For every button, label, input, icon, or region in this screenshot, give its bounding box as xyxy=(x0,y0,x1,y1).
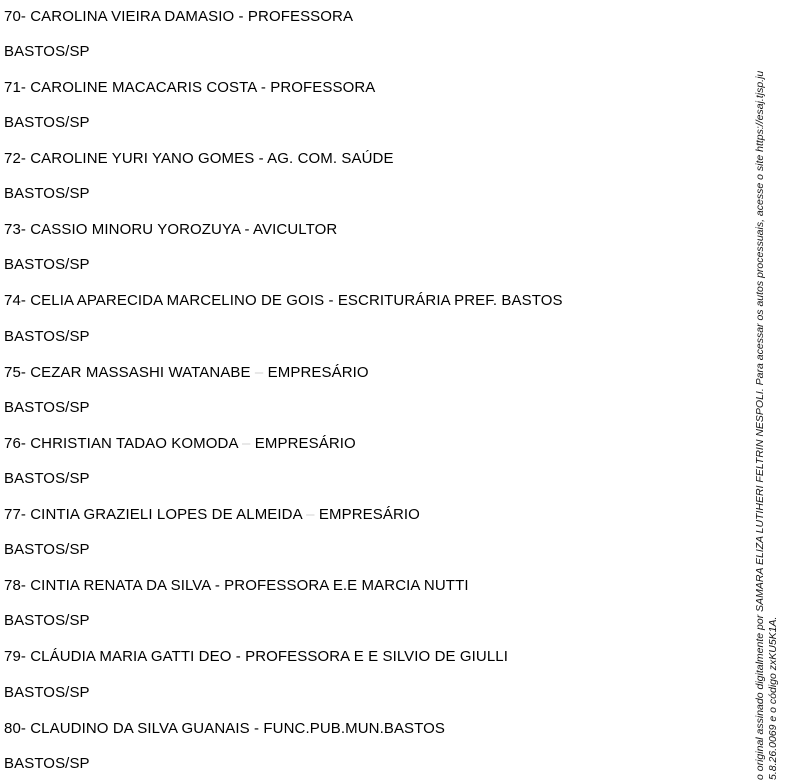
entry-75-role: EMPRESÁRIO xyxy=(267,364,369,381)
entry-75-separator: – xyxy=(254,364,264,381)
entry-70-city: BASTOS/SP xyxy=(4,43,90,60)
signature-line-2: 5.8.26.0069 e o código zxKU5K1A. xyxy=(767,616,779,780)
entry-71-title: 71- CAROLINE MACACARIS COSTA - PROFESSORA xyxy=(4,79,376,96)
entry-77-separator: – xyxy=(306,506,315,523)
entry-80-title: 80- CLAUDINO DA SILVA GUANAIS - FUNC.PUB.MUN.BASTOS xyxy=(4,720,446,737)
entry-72-city: BASTOS/SP xyxy=(4,185,90,202)
entry-75-name: 75- CEZAR MASSASHI WATANABE xyxy=(4,364,251,381)
digital-signature-text xyxy=(754,71,780,780)
entry-76-role: EMPRESÁRIO xyxy=(254,435,356,452)
entry-73-city: BASTOS/SP xyxy=(4,256,90,273)
entry-78-city: BASTOS/SP xyxy=(4,612,90,629)
entry-77-name: 77- CINTIA GRAZIELI LOPES DE ALMEIDA xyxy=(4,506,302,523)
entry-71-city: BASTOS/SP xyxy=(4,114,90,131)
entry-70-title: 70- CAROLINA VIEIRA DAMASIO - PROFESSORA xyxy=(4,8,354,25)
entry-76-city: BASTOS/SP xyxy=(4,470,90,487)
entry-76-separator: – xyxy=(242,435,251,452)
entry-77-role: EMPRESÁRIO xyxy=(318,506,420,523)
entry-74-title: 74- CELIA APARECIDA MARCELINO DE GOIS - ESCRITURÁRIA PREF. BASTOS xyxy=(4,292,563,309)
entry-72-title: 72- CAROLINE YURI YANO GOMES - AG. COM. SAÚDE xyxy=(4,150,394,167)
digital-signature-stamp xyxy=(752,0,800,782)
entry-80-city: BASTOS/SP xyxy=(4,755,90,772)
entry-79-title: 79- CLÁUDIA MARIA GATTI DEO - PROFESSORA E E SILVIO DE GIULLI xyxy=(4,648,509,665)
entry-77-city: BASTOS/SP xyxy=(4,541,90,558)
signature-line-1: o original assinado digitalmente por SAMARA ELIZA LUTIHERI FELTRIN NESPOLI. Para acessar os autos processuais, acesse o site https://esaj.tjsp.ju xyxy=(754,70,766,780)
entry-76-title xyxy=(4,435,356,453)
entry-79-city: BASTOS/SP xyxy=(4,684,90,701)
entry-78-title: 78- CINTIA RENATA DA SILVA - PROFESSORA E.E MARCIA NUTTI xyxy=(4,577,469,594)
entry-77-title xyxy=(4,506,420,524)
entry-75-title xyxy=(4,364,369,382)
entry-76-name: 76- CHRISTIAN TADAO KOMODA xyxy=(4,435,238,452)
entry-75-city: BASTOS/SP xyxy=(4,399,90,416)
entry-74-city: BASTOS/SP xyxy=(4,328,90,345)
entry-73-title: 73- CASSIO MINORU YOROZUYA - AVICULTOR xyxy=(4,221,338,238)
